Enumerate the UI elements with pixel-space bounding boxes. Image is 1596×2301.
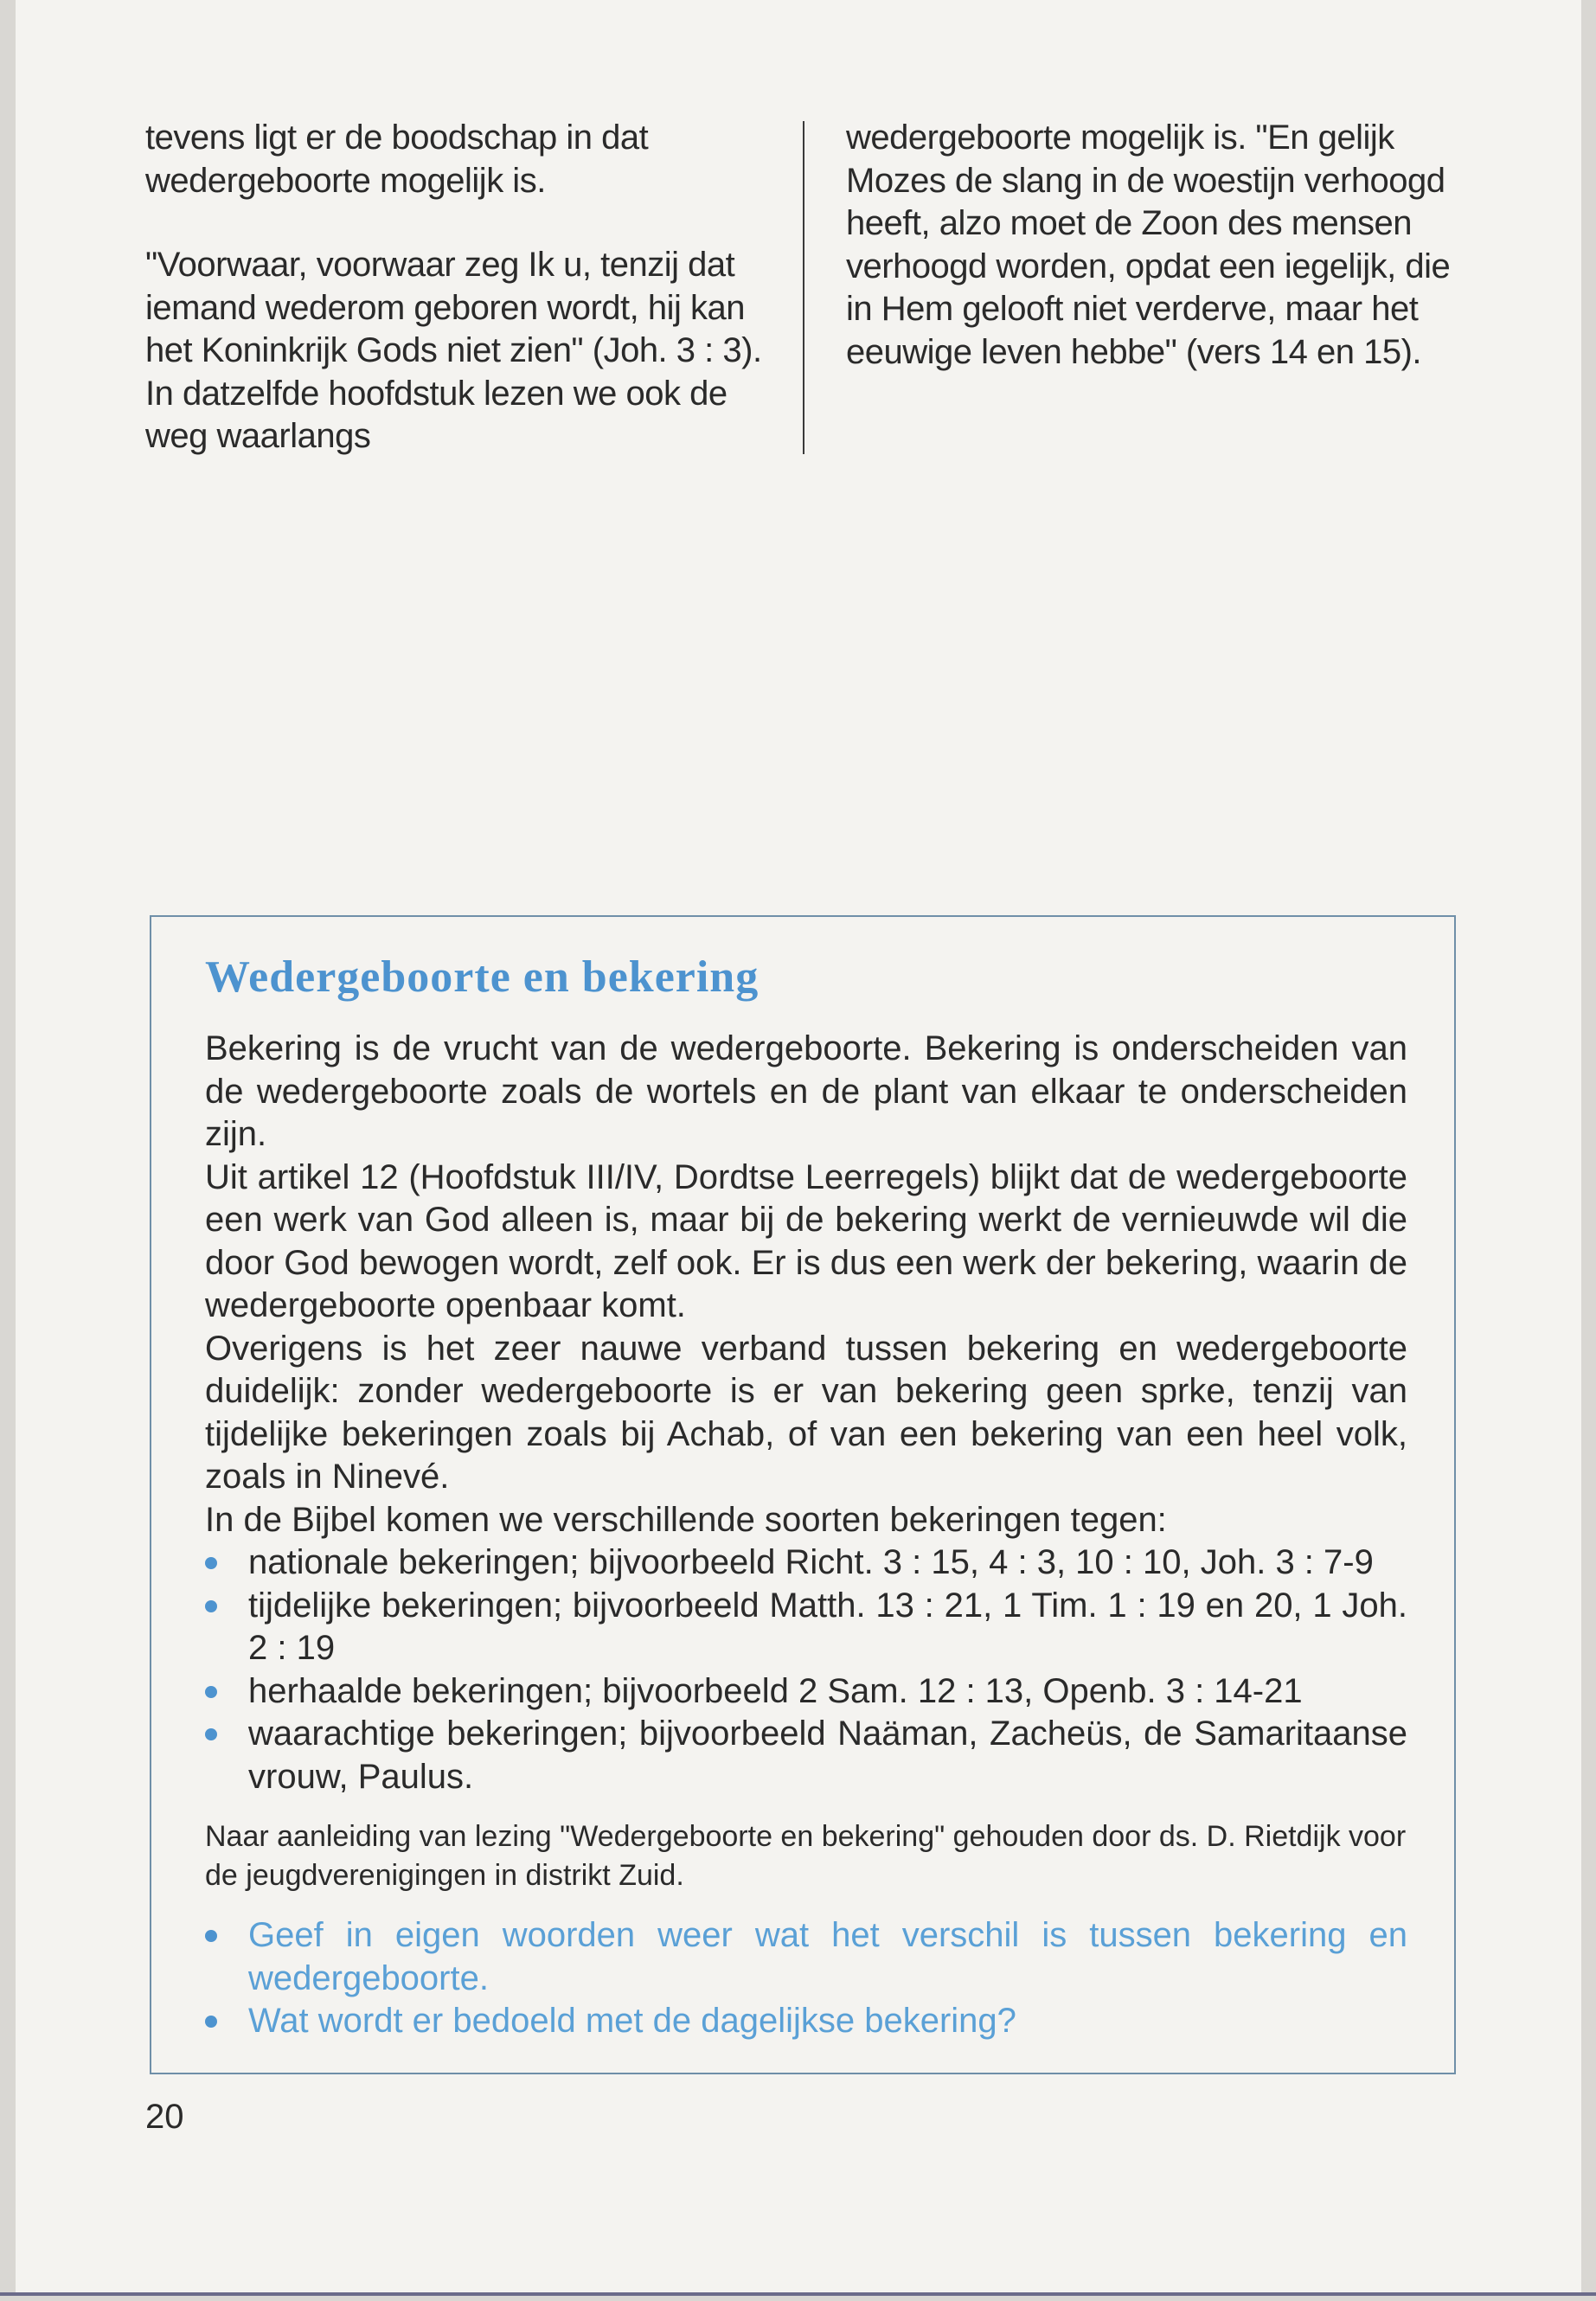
box-paragraph-4: In de Bijbel komen we verschillende soorten bekeringen tegen: bbox=[205, 1500, 1167, 1539]
question-item: Wat wordt er bedoeld met de dagelijkse bekering? bbox=[205, 2000, 1407, 2043]
conversion-types-list bbox=[205, 1541, 1407, 1798]
page bbox=[16, 0, 1581, 2292]
box-paragraph-2: Uit artikel 12 (Hoofdstuk III/IV, Dordtse Leerregels) blijkt dat de wedergeboorte een werk van God alleen is, maar bij de bekering werkt de vernieuwde wil die door God bewogen wordt, zelf ook. Er is dus een werk der bekering, waarin de wedergeboorte openbaar komt. bbox=[205, 1157, 1407, 1324]
box-paragraph-3: Overigens is het zeer nauwe verband tussen bekering en wedergeboorte duidelijk: zonder wedergeboorte is er van bekering geen sprke, tenzij van tijdelijke bekeringen zoals bij Achab, of van een bekering van een heel volk, zoals in Ninevé. bbox=[205, 1329, 1407, 1496]
bullet-icon bbox=[205, 1557, 217, 1569]
bullet-icon bbox=[205, 1728, 217, 1740]
box-paragraph-1: Bekering is de vrucht van de wedergeboorte. Bekering is onderscheiden van de wedergeboorte zoals de wortels en de plant van elkaar te onderscheiden zijn. bbox=[205, 1029, 1407, 1153]
left-paragraph-2: "Voorwaar, voorwaar zeg Ik u, tenzij dat iemand wederom geboren wordt, hij kan het Koninkrijk Gods niet zien" (Joh. 3 : 3). In datzelfde hoofdstuk lezen we ook de weg waarlangs bbox=[145, 246, 762, 455]
box-title: Wedergeboorte en bekering bbox=[205, 952, 760, 1002]
list-item: herhaalde bekeringen; bijvoorbeeld 2 Sam. 12 : 13, Openb. 3 : 14-21 bbox=[205, 1670, 1407, 1714]
right-paragraph-1: wedergeboorte mogelijk is. "En gelijk Mozes de slang in de woestijn verhoogd heeft, alzo moet de Zoon des mensen verhoogd worden, opdat een iegelijk, die in Hem gelooft niet verderve, maar het eeuwige leven hebbe" (vers 14 en 15). bbox=[846, 119, 1451, 371]
two-column-text bbox=[145, 117, 1460, 458]
page-number: 20 bbox=[145, 2098, 184, 2136]
question-item: Geef in eigen woorden weer wat het verschil is tussen bekering en wedergeboorte. bbox=[205, 1914, 1407, 2000]
bullet-icon bbox=[205, 2016, 217, 2028]
list-item: tijdelijke bekeringen; bijvoorbeeld Matth. 13 : 21, 1 Tim. 1 : 19 en 20, 1 Joh. 2 : 19 bbox=[205, 1585, 1407, 1670]
source-note: Naar aanleiding van lezing "Wedergeboorte en bekering" gehouden door ds. D. Rietdijk voor de jeugdverenigingen in distrikt Zuid. bbox=[205, 1820, 1407, 1892]
left-paragraph-1: tevens ligt er de boodschap in dat wedergeboorte mogelijk is. bbox=[145, 119, 649, 200]
bullet-icon bbox=[205, 1930, 217, 1942]
info-box bbox=[150, 915, 1456, 2074]
column-divider bbox=[803, 121, 804, 454]
box-body bbox=[205, 1028, 1407, 2043]
right-column bbox=[846, 117, 1469, 415]
questions-list bbox=[205, 1914, 1407, 2043]
bottom-rule bbox=[0, 2292, 1596, 2296]
bullet-icon bbox=[205, 1600, 217, 1612]
list-item: waarachtige bekeringen; bijvoorbeeld Naäman, Zacheüs, de Samaritaanse vrouw, Paulus. bbox=[205, 1713, 1407, 1798]
list-item: nationale bekeringen; bijvoorbeeld Richt. 3 : 15, 4 : 3, 10 : 10, Joh. 3 : 7-9 bbox=[205, 1541, 1407, 1585]
bullet-icon bbox=[205, 1686, 217, 1698]
left-column bbox=[145, 117, 768, 500]
